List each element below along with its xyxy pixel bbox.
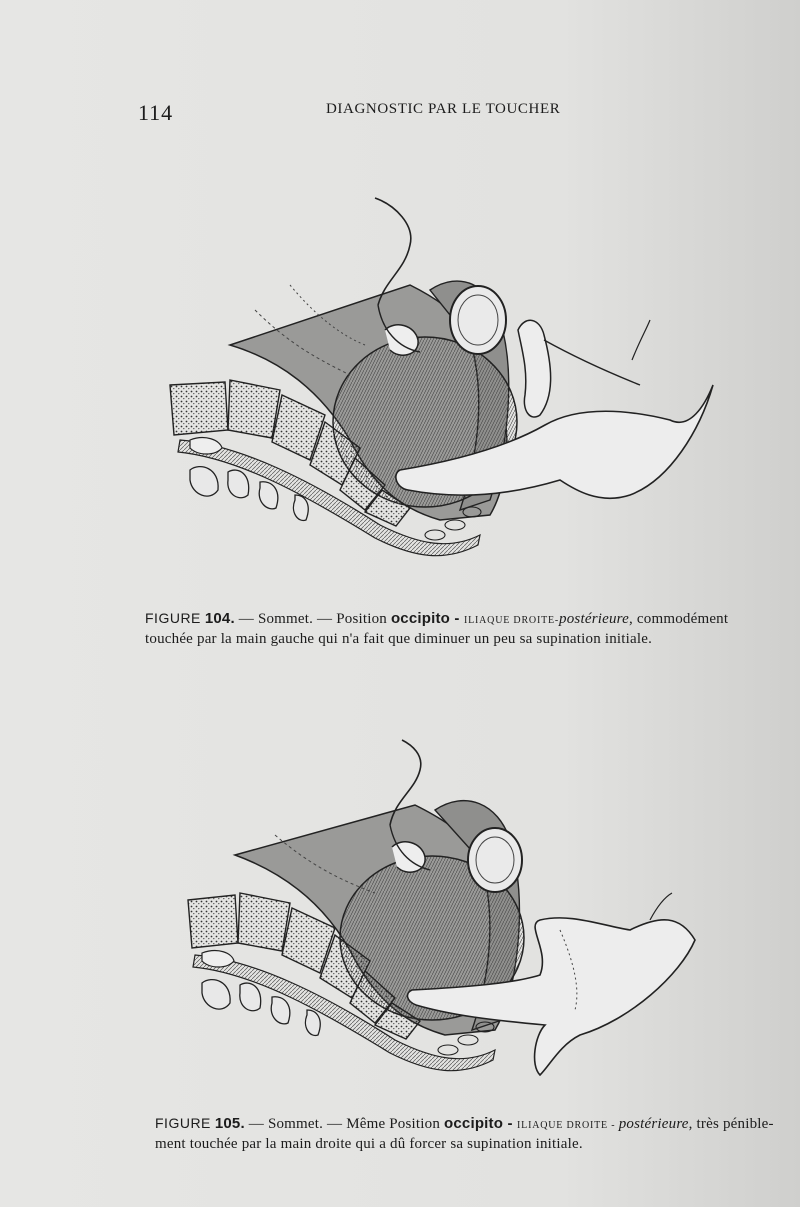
caption-term: occipito - <box>444 1115 518 1132</box>
caption-line-2: ment touchée par la main droite qui a dû forcer sa supination initiale. <box>155 1136 583 1152</box>
caption-term: occipito - <box>390 610 464 627</box>
figure-label: FIGURE <box>145 610 201 626</box>
figure-label: FIGURE <box>155 1115 211 1131</box>
running-head: DIAGNOSTIC PAR LE TOUCHER <box>326 101 561 117</box>
caption-line-1 <box>145 609 760 630</box>
caption-smallcaps: ILIAQUE DROITE- <box>463 615 560 626</box>
caption-tail: , commodément <box>629 611 729 627</box>
caption-lead: — Sommet. — Même Position <box>244 1116 444 1132</box>
figure-105-illustration <box>180 735 730 1095</box>
caption-line-2: touchée par la main gauche qui n'a fait que diminuer un peu sa supination initiale. <box>145 631 653 647</box>
caption-line-1 <box>155 1114 774 1135</box>
figure-104-caption <box>145 609 760 648</box>
figure-number: 104. <box>204 610 235 627</box>
figure-104-illustration <box>160 190 720 580</box>
figure-number: 105. <box>214 1115 245 1132</box>
caption-lead: — Sommet. — Position <box>234 611 391 627</box>
caption-italic: postérieure <box>559 611 629 627</box>
caption-italic: postérieure <box>618 1116 689 1132</box>
caption-smallcaps: ILIAQUE DROITE - <box>517 1120 619 1131</box>
caption-tail: , très pénible- <box>688 1116 774 1132</box>
figure-105-caption <box>155 1114 774 1153</box>
page-number: 114 <box>138 100 174 125</box>
